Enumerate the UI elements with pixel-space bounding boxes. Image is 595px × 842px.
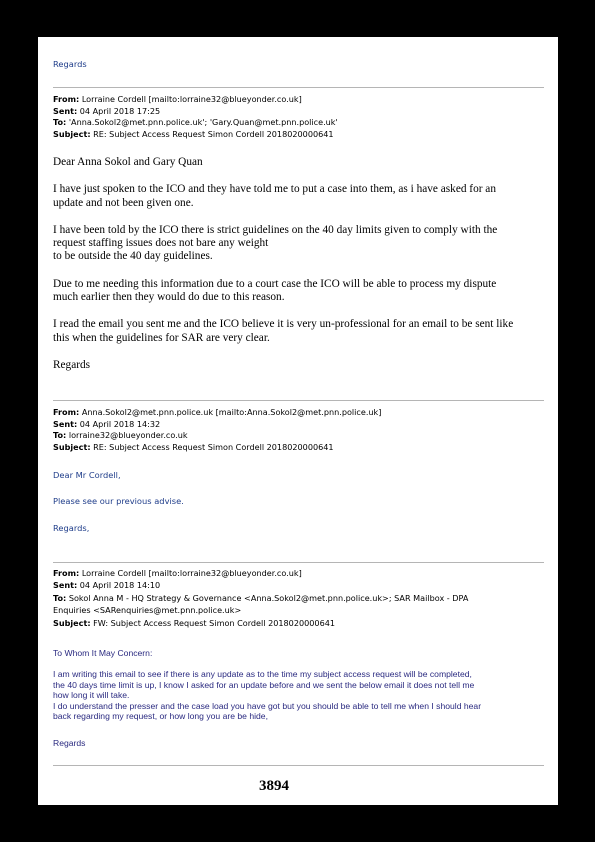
separator — [53, 400, 544, 401]
email1-to: To: 'Anna.Sokol2@met.pnn.police.uk'; 'Gary.Quan@met.pnn.police.uk' — [53, 117, 338, 128]
top-regards: Regards — [53, 59, 87, 69]
email1-header — [53, 94, 548, 140]
email3-to-cont: Enquiries <SARenquiries@met.pnn.police.uk> — [53, 605, 242, 616]
email3-line: the 40 days time limit is up, I know I asked for an update before and we sent the below email it does not tell me — [53, 679, 475, 690]
email2-greeting: Dear Mr Cordell, — [53, 470, 121, 480]
email1-paragraph: I read the email you sent me and the ICO believe it is very un-professional for an email to be sent like — [53, 318, 514, 331]
document-page — [38, 37, 558, 805]
email1-paragraph: I have just spoken to the ICO and they have told me to put a case into them, as i have asked for an — [53, 183, 496, 196]
email2-body: Please see our previous advise. — [53, 496, 184, 506]
email3-line: I do understand the presser and the case load you have got but you should be able to tell me when I should hear — [53, 700, 482, 711]
email1-paragraph: request staffing issues does not bare any weight — [53, 237, 269, 250]
email3-closing: Regards — [53, 738, 86, 748]
email3-line: how long it will take. — [53, 690, 130, 700]
email1-from: From: Lorraine Cordell [mailto:lorraine32@blueyonder.co.uk] — [53, 94, 302, 104]
email1-sent: Sent: 04 April 2018 17:25 — [53, 105, 161, 116]
email3-body — [53, 669, 553, 722]
email2-header — [53, 407, 548, 453]
email1-paragraph: this when the guidelines for SAR are very clear. — [53, 331, 270, 344]
email2-from: From: Anna.Sokol2@met.pnn.police.uk [mailto:Anna.Sokol2@met.pnn.police.uk] — [53, 407, 382, 417]
separator — [53, 562, 544, 563]
email2-to: To: lorraine32@blueyonder.co.uk — [53, 430, 188, 441]
email1-paragraph: I have been told by the ICO there is strict guidelines on the 40 day limits given to comply with the — [53, 223, 498, 236]
email1-paragraph: much earlier then they would do due to this reason. — [53, 291, 285, 304]
email1-paragraph: to be outside the 40 day guidelines. — [53, 250, 213, 263]
email3-greeting: To Whom It May Concern: — [53, 648, 153, 658]
page-number: 3894 — [259, 778, 289, 794]
email1-closing: Regards — [53, 358, 91, 371]
email3-sent: Sent: 04 April 2018 14:10 — [53, 580, 161, 591]
email2-sent: Sent: 04 April 2018 14:32 — [53, 418, 161, 429]
email1-paragraph: Due to me needing this information due to a court case the ICO will be able to process my dispute — [53, 277, 497, 290]
email3-header — [53, 567, 548, 629]
separator — [53, 765, 544, 766]
email2-closing: Regards, — [53, 523, 90, 533]
email1-paragraph: update and not been given one. — [53, 196, 194, 209]
email1-subject: Subject: RE: Subject Access Request Simon Cordell 2018020000641 — [53, 128, 334, 139]
email3-to: To: Sokol Anna M - HQ Strategy & Governance <Anna.Sokol2@met.pnn.police.uk>; SAR Mailbox - DPA — [53, 592, 469, 603]
email3-line: I am writing this email to see if there is any update as to the time my subject access request will be completed, — [53, 669, 472, 679]
email3-line: back regarding my request, or how long you are be hide, — [53, 711, 268, 721]
email1-greeting: Dear Anna Sokol and Gary Quan — [53, 156, 203, 168]
separator — [53, 87, 544, 88]
email1-body — [53, 156, 548, 372]
email3-from: From: Lorraine Cordell [mailto:lorraine32@blueyonder.co.uk] — [53, 568, 302, 578]
email3-subject: Subject: FW: Subject Access Request Simon Cordell 2018020000641 — [53, 617, 336, 628]
email2-subject: Subject: RE: Subject Access Request Simon Cordell 2018020000641 — [53, 441, 334, 452]
